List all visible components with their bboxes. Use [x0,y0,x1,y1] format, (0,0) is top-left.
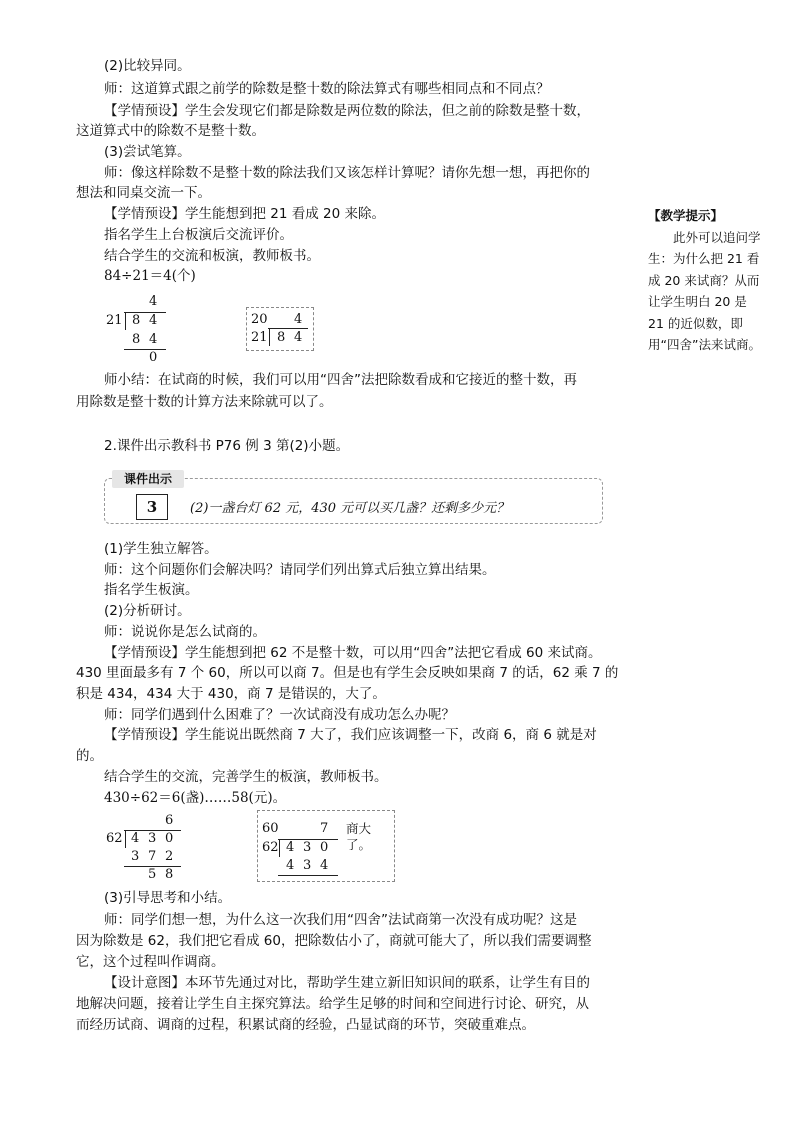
dividend-digit: 4 [149,313,158,328]
design-intent: 【设计意图】本环节先通过对比，帮助学生建立新旧知识间的联系，让学生有目的 [104,975,590,991]
quotient: 6 [165,813,174,828]
subtract-line [124,349,166,350]
division-bracket [125,830,126,848]
product-digit: 3 [131,849,140,864]
quotient-too-big-note: 商大了。 [346,821,372,852]
board-demo: 指名学生上台板演后交流评价。 [104,227,293,243]
remainder: 0 [149,350,158,365]
dividend-digit: 3 [303,840,312,855]
example-number: 3 [136,494,168,520]
division-bracket [125,312,126,330]
student-presupposition-2: 【学情预设】学生能想到把 21 看成 20 来除。 [104,206,386,222]
divisor: 62 [106,831,123,846]
student-presupposition-3-cont: 430 里面最多有 7 个 60，所以可以商 7。但是也有学生会反映如果商 7 的话，62 乘 7 的 [76,665,619,681]
product-digit: 7 [148,849,157,864]
teacher-board: 结合学生的交流和板演，教师板书。 [104,248,320,264]
division-bracket [269,328,270,346]
equation-1: 84÷21＝4(个) [104,268,196,284]
dividend-digit: 0 [165,831,174,846]
dividend-digit: 4 [131,831,140,846]
student-presupposition-cont: 这道算式中的除数不是整十数。 [76,123,265,139]
board-demo-2: 指名学生板演。 [104,582,199,598]
step-analyze: (2)分析研讨。 [104,603,191,619]
approx-divisor: 20 [251,312,268,327]
student-presupposition: 【学情预设】学生会发现它们都是除数是两位数的除法，但之前的除数是整十数， [104,103,590,119]
subtract-line [278,875,338,876]
trial-quotient: 7 [320,821,329,836]
teacher-reflect-cont: 因为除数是 62，我们把它看成 60，把除数估小了，商就可能大了，所以我们需要调整 [76,933,592,949]
division-bar [124,312,166,313]
teaching-tip-title: 【教学提示】 [648,208,724,223]
dividend-digit: 3 [148,831,157,846]
trial-quotient: 4 [294,312,303,327]
teacher-prompt: 师：像这样除数不是整十数的除法我们又该怎样计算呢？请你先想一想，再把你的 [104,165,590,181]
teacher-question-2: 师：这个问题你们会解决吗？请同学们列出算式后独立算出结果。 [104,562,496,578]
teaching-tip [648,205,763,356]
divisor: 21 [106,313,123,328]
design-intent-cont2: 而经历试商、调商的过程，积累试商的经验，凸显试商的环节，突破重难点。 [76,1017,535,1033]
student-presupposition-3: 【学情预设】学生能想到把 62 不是整十数，可以用“四舍”法把它看成 60 来试商。 [104,645,602,661]
student-presupposition-4: 【学情预设】学生能说出既然商 7 大了，我们应该调整一下，改商 6，商 6 就是对 [104,727,597,743]
quotient: 4 [149,294,158,309]
teaching-tip-body: 此外可以追问学生：为什么把 21 看成 20 来试商？从而让学生明白 20 是 21 的近似数，即用“四舍”法来试商。 [648,229,761,352]
teacher-summary: 师小结：在试商的时候，我们可以用“四舍”法把除数看成和它接近的整十数，再 [104,372,577,388]
equation-2: 430÷62＝6(盏)……58(元)。 [104,790,287,806]
product-digit: 4 [286,858,295,873]
dividend-digit: 8 [277,330,286,345]
divisor: 21 [251,330,268,345]
product-digit: 4 [149,332,158,347]
teacher-reflect: 师：同学们想一想，为什么这一次我们用“四舍”法试商第一次没有成功呢？这是 [104,912,577,928]
example-problem: (2)一盏台灯 62 元，430 元可以买几盏？还剩多少元？ [190,501,510,516]
student-presupposition-3-cont2: 积是 434，434 大于 430，商 7 是错误的，大了。 [76,686,386,702]
product-digit: 8 [132,332,141,347]
dividend-digit: 8 [132,313,141,328]
teacher-question-3: 师：同学们遇到什么困难了？一次试商没有成功怎么办呢？ [104,707,455,723]
approx-divisor: 60 [262,821,279,836]
teacher-summary-cont: 用除数是整十数的计算方法来除就可以了。 [76,394,333,410]
estimation-box-2 [257,810,395,882]
step-compare: (2)比较异同。 [104,58,191,74]
step-solve: (1)学生独立解答。 [104,541,218,557]
dividend-digit: 4 [294,330,303,345]
divisor: 62 [262,840,279,855]
teacher-reflect-cont2: 它，这个过程叫作调商。 [76,954,225,970]
teacher-board-2: 结合学生的交流，完善学生的板演，教师板书。 [104,769,388,785]
teacher-prompt-cont: 想法和同桌交流一下。 [76,185,211,201]
remainder-digit: 8 [165,867,174,882]
division-bracket [279,839,280,857]
section-heading: 2.课件出示教科书 P76 例 3 第(2)小题。 [104,438,350,454]
division-bar [268,328,308,329]
design-intent-cont: 地解决问题，接着让学生自主探究算法。给学生足够的时间和空间进行讨论、研究，从 [76,996,589,1012]
dividend-digit: 0 [320,840,329,855]
courseware-label: 课件出示 [112,470,184,488]
product-digit: 4 [320,858,329,873]
step-try: (3)尝试笔算。 [104,144,191,160]
dividend-digit: 4 [286,840,295,855]
step-summary: (3)引导思考和小结。 [104,890,232,906]
estimation-box-1 [246,307,314,351]
product-digit: 2 [165,849,174,864]
teacher-question: 师：这道算式跟之前学的除数是整十数的除法算式有哪些相同点和不同点？ [104,81,550,97]
product-digit: 3 [303,858,312,873]
remainder-digit: 5 [148,867,157,882]
student-presupposition-4-cont: 的。 [76,748,103,764]
teacher-ask: 师：说说你是怎么试商的。 [104,624,266,640]
